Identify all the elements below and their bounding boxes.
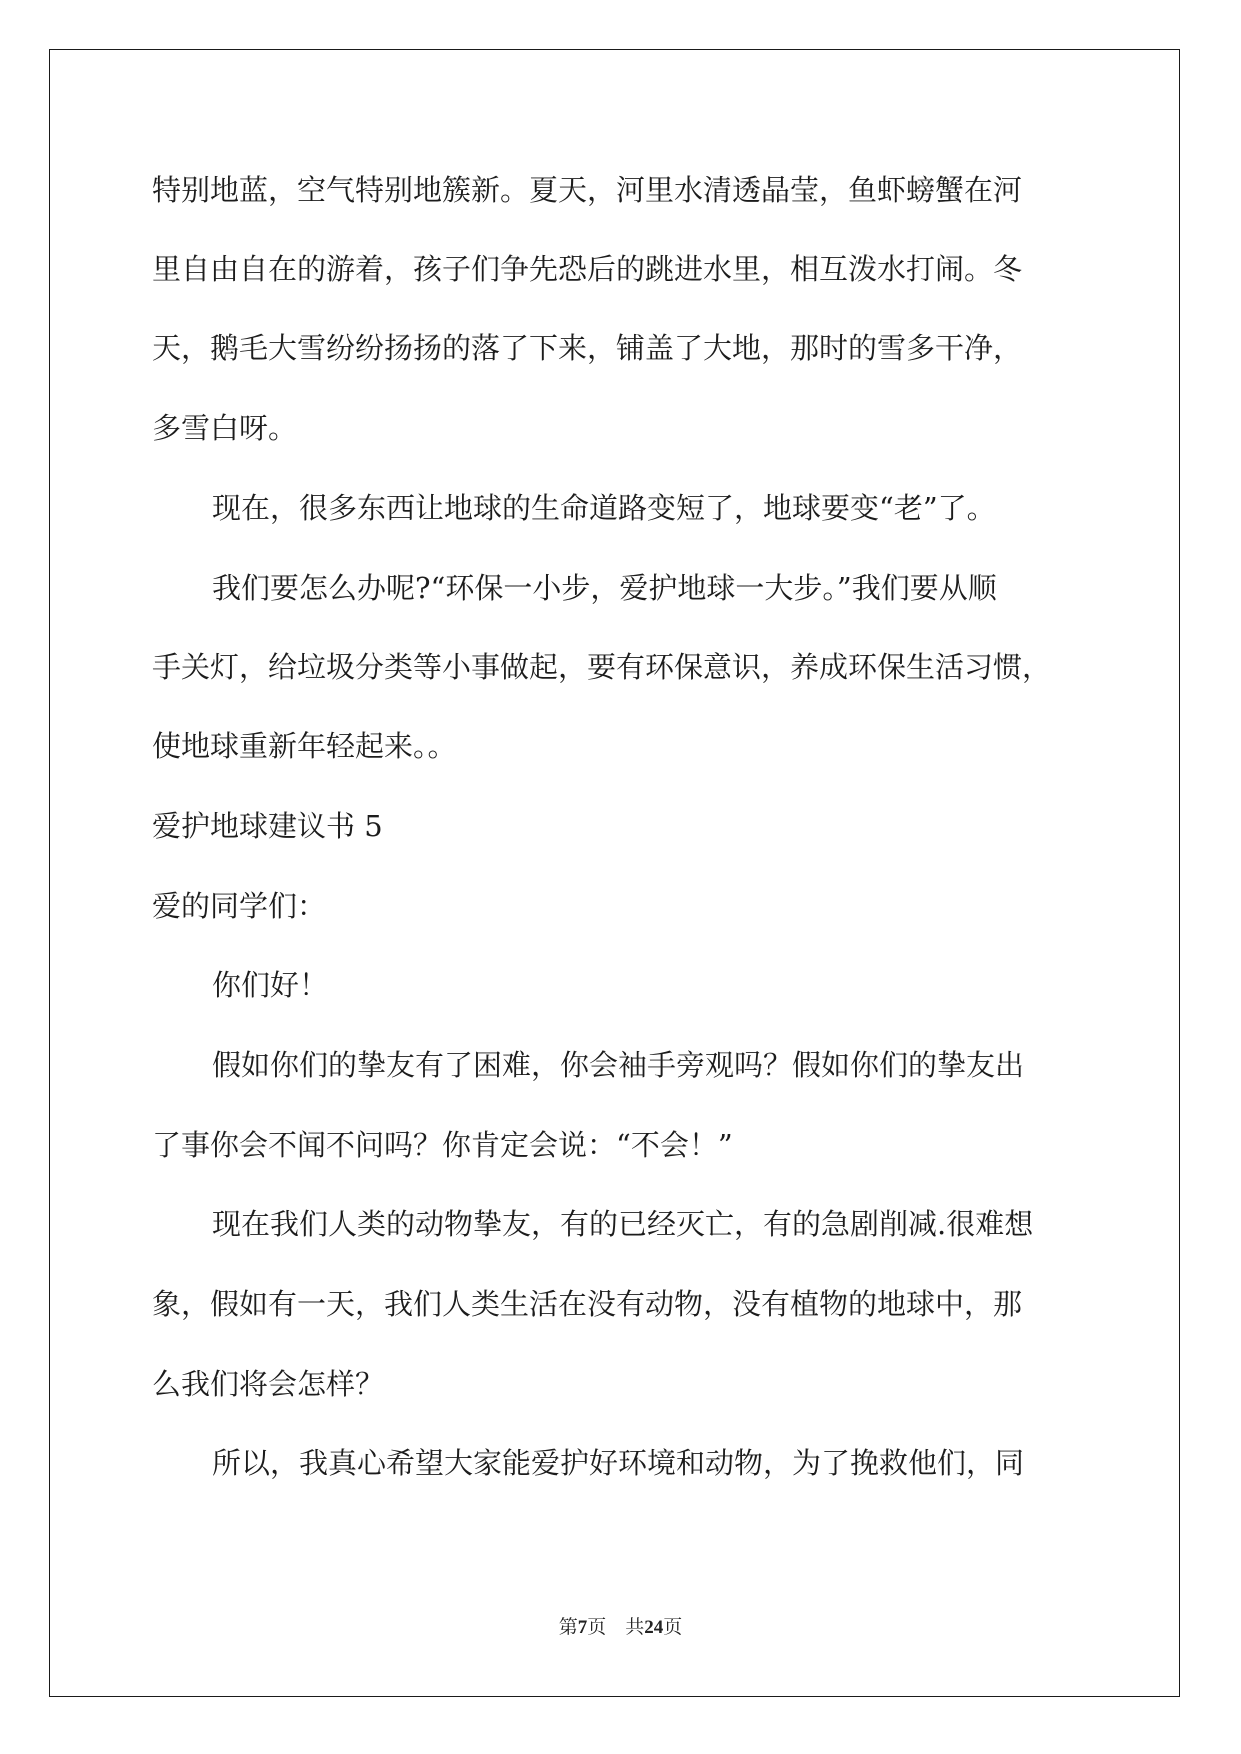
text-line: 使地球重新年轻起来。。 — [152, 729, 457, 763]
text-line: 象，假如有一天，我们人类生活在没有动物，没有植物的地球中，那 — [152, 1287, 1023, 1321]
current-page-number: 7 — [577, 1617, 588, 1638]
text-line: 里自由自在的游着，孩子们争先恐后的跳进水里，相互泼水打闹。冬 — [152, 252, 1023, 286]
text-line: 多雪白呀。 — [152, 411, 298, 445]
section-heading: 爱护地球建议书 5 — [152, 809, 383, 843]
footer-suffix: 页 — [663, 1617, 683, 1638]
text-line: 假如你们的挚友有了困难，你会袖手旁观吗？假如你们的挚友出 — [212, 1048, 1025, 1082]
text-line: 特别地蓝，空气特别地簇新。夏天，河里水清透晶莹，鱼虾螃蟹在河 — [152, 173, 1023, 207]
text-line: 手关灯，给垃圾分类等小事做起，要有环保意识，养成环保生活习惯， — [152, 650, 1052, 684]
greeting: 你们好！ — [212, 968, 329, 1002]
text-line: 现在我们人类的动物挚友，有的已经灭亡，有的急剧削减.很难想 — [212, 1207, 1034, 1241]
text-line: 天，鹅毛大雪纷纷扬扬的落了下来，铺盖了大地，那时的雪多干净， — [152, 331, 1023, 365]
text-line: 我们要怎么办呢?“环保一小步，爱护地球一大步。”我们要从顺 — [212, 571, 997, 605]
footer-middle: 页 共 — [587, 1617, 645, 1638]
text-line: 了事你会不闻不问吗？你肯定会说：“不会！” — [152, 1128, 733, 1162]
total-pages-number: 24 — [644, 1617, 664, 1638]
text-line: 现在，很多东西让地球的生命道路变短了，地球要变“老”了。 — [212, 491, 996, 525]
page-footer — [0, 1612, 1241, 1639]
footer-prefix: 第 — [558, 1617, 578, 1638]
text-line: 所以，我真心希望大家能爱护好环境和动物，为了挽救他们，同 — [212, 1446, 1025, 1480]
text-line: 么我们将会怎样？ — [152, 1367, 385, 1401]
salutation: 爱的同学们： — [152, 889, 327, 923]
